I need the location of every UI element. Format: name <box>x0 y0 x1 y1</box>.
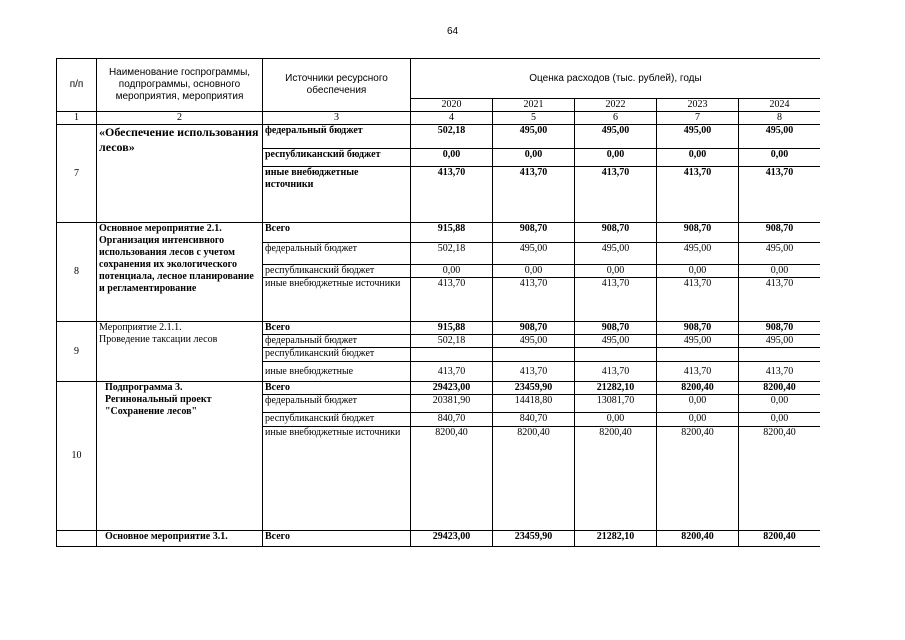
value-cell: 0,00 <box>411 265 493 278</box>
budget-table-container <box>56 58 820 566</box>
column-index: 6 <box>575 112 657 125</box>
column-index: 3 <box>263 112 411 125</box>
value-cell: 413,70 <box>739 362 821 382</box>
value-cell: 915,88 <box>411 223 493 243</box>
value-cell <box>411 348 493 362</box>
value-cell: 8200,40 <box>657 531 739 547</box>
value-cell: 8200,40 <box>493 427 575 531</box>
value-cell: 840,70 <box>411 413 493 427</box>
header-name: Наименование госпрограммы, подпрограммы, основного мероприятия, мероприятия <box>97 59 263 112</box>
header-year: 2020 <box>411 99 493 112</box>
value-cell <box>493 348 575 362</box>
value-cell: 413,70 <box>493 167 575 223</box>
value-cell: 908,70 <box>493 322 575 335</box>
source-cell: иные внебюджетные источники <box>263 278 411 322</box>
value-cell: 8200,40 <box>411 427 493 531</box>
source-cell: Всего <box>263 382 411 395</box>
value-cell: 8200,40 <box>657 382 739 395</box>
source-cell: иные внебюджетные <box>263 362 411 382</box>
source-cell: республиканский бюджет <box>263 149 411 167</box>
value-cell: 21282,10 <box>575 531 657 547</box>
row-number: 8 <box>57 223 97 322</box>
value-cell: 908,70 <box>739 322 821 335</box>
table-row <box>57 322 821 335</box>
value-cell: 8200,40 <box>739 531 821 547</box>
value-cell: 908,70 <box>657 322 739 335</box>
value-cell: 495,00 <box>493 243 575 265</box>
value-cell: 0,00 <box>657 413 739 427</box>
value-cell: 23459,90 <box>493 531 575 547</box>
value-cell: 8200,40 <box>739 382 821 395</box>
value-cell: 908,70 <box>739 223 821 243</box>
value-cell: 0,00 <box>575 413 657 427</box>
value-cell: 413,70 <box>657 167 739 223</box>
value-cell: 495,00 <box>493 335 575 348</box>
value-cell: 908,70 <box>575 223 657 243</box>
column-index: 5 <box>493 112 575 125</box>
value-cell: 502,18 <box>411 335 493 348</box>
value-cell: 0,00 <box>657 265 739 278</box>
value-cell: 8200,40 <box>575 427 657 531</box>
value-cell: 413,70 <box>657 362 739 382</box>
value-cell: 908,70 <box>575 322 657 335</box>
header-year: 2021 <box>493 99 575 112</box>
value-cell: 413,70 <box>575 167 657 223</box>
source-cell: федеральный бюджет <box>263 125 411 149</box>
value-cell: 495,00 <box>575 243 657 265</box>
value-cell: 413,70 <box>411 278 493 322</box>
value-cell: 495,00 <box>575 125 657 149</box>
header-source: Источники ресурсного обеспечения <box>263 59 411 112</box>
value-cell: 0,00 <box>739 395 821 413</box>
value-cell <box>575 348 657 362</box>
value-cell: 915,88 <box>411 322 493 335</box>
source-cell: Всего <box>263 322 411 335</box>
source-cell: республиканский бюджет <box>263 265 411 278</box>
source-cell: федеральный бюджет <box>263 243 411 265</box>
table-row <box>57 125 821 149</box>
value-cell: 0,00 <box>657 149 739 167</box>
header-num: п/п <box>57 59 97 112</box>
value-cell: 908,70 <box>657 223 739 243</box>
source-cell: Всего <box>263 531 411 547</box>
value-cell: 0,00 <box>739 265 821 278</box>
value-cell: 495,00 <box>657 243 739 265</box>
program-name: «Обеспечение использования лесов» <box>97 125 263 223</box>
value-cell: 413,70 <box>493 362 575 382</box>
value-cell: 840,70 <box>493 413 575 427</box>
value-cell: 23459,90 <box>493 382 575 395</box>
column-index: 7 <box>657 112 739 125</box>
value-cell: 413,70 <box>411 167 493 223</box>
value-cell: 0,00 <box>493 265 575 278</box>
value-cell: 0,00 <box>575 149 657 167</box>
value-cell <box>739 348 821 362</box>
table-row <box>57 531 821 547</box>
page-number: 64 <box>446 26 459 37</box>
value-cell: 14418,80 <box>493 395 575 413</box>
value-cell: 495,00 <box>575 335 657 348</box>
header-year: 2023 <box>657 99 739 112</box>
program-name-line: Мероприятие 2.1.1. <box>99 322 182 333</box>
header-estimate: Оценка расходов (тыс. рублей), годы <box>411 59 821 99</box>
table-row <box>57 223 821 243</box>
value-cell: 0,00 <box>739 413 821 427</box>
source-cell: иные внебюджетные источники <box>263 427 411 531</box>
value-cell: 13081,70 <box>575 395 657 413</box>
value-cell: 413,70 <box>411 362 493 382</box>
value-cell: 8200,40 <box>739 427 821 531</box>
value-cell: 413,70 <box>493 278 575 322</box>
budget-table <box>56 58 820 547</box>
source-cell: Всего <box>263 223 411 243</box>
program-name-line: Подпрограмма 3. <box>105 382 183 393</box>
value-cell: 0,00 <box>739 149 821 167</box>
column-index: 8 <box>739 112 821 125</box>
value-cell: 0,00 <box>411 149 493 167</box>
value-cell: 413,70 <box>575 362 657 382</box>
value-cell: 413,70 <box>657 278 739 322</box>
value-cell <box>657 348 739 362</box>
row-number <box>57 531 97 547</box>
value-cell: 502,18 <box>411 243 493 265</box>
value-cell: 21282,10 <box>575 382 657 395</box>
table-row <box>57 382 821 395</box>
value-cell: 29423,00 <box>411 382 493 395</box>
value-cell: 502,18 <box>411 125 493 149</box>
value-cell: 0,00 <box>575 265 657 278</box>
program-name-line: Проведение таксации лесов <box>99 334 218 345</box>
value-cell: 495,00 <box>657 335 739 348</box>
program-name: Основное мероприятие 2.1. Организация интенсивного использования лесов с учетом сохранения их экологического потенциала, лесное планирование и регламентирование <box>97 223 263 322</box>
header-year: 2022 <box>575 99 657 112</box>
value-cell: 0,00 <box>657 395 739 413</box>
value-cell: 495,00 <box>739 125 821 149</box>
value-cell: 0,00 <box>493 149 575 167</box>
row-number: 7 <box>57 125 97 223</box>
column-index: 2 <box>97 112 263 125</box>
header-year: 2024 <box>739 99 821 112</box>
source-cell: республиканский бюджет <box>263 348 411 362</box>
value-cell: 8200,40 <box>657 427 739 531</box>
column-index: 1 <box>57 112 97 125</box>
value-cell: 29423,00 <box>411 531 493 547</box>
row-number: 9 <box>57 322 97 382</box>
program-name <box>97 322 263 382</box>
value-cell: 495,00 <box>739 335 821 348</box>
value-cell: 495,00 <box>739 243 821 265</box>
value-cell: 20381,90 <box>411 395 493 413</box>
source-cell: республиканский бюджет <box>263 413 411 427</box>
program-name-line: Регинональный проект <box>105 394 212 405</box>
program-name-line: "Сохранение лесов" <box>105 406 198 417</box>
value-cell: 495,00 <box>493 125 575 149</box>
source-cell: иные внебюджетные источники <box>263 167 411 223</box>
row-number: 10 <box>57 382 97 531</box>
program-name <box>97 382 263 531</box>
value-cell: 413,70 <box>575 278 657 322</box>
value-cell: 495,00 <box>657 125 739 149</box>
value-cell: 413,70 <box>739 278 821 322</box>
value-cell: 908,70 <box>493 223 575 243</box>
column-index: 4 <box>411 112 493 125</box>
source-cell: федеральный бюджет <box>263 395 411 413</box>
value-cell: 413,70 <box>739 167 821 223</box>
program-name: Основное мероприятие 3.1. <box>97 531 263 547</box>
source-cell: федеральный бюджет <box>263 335 411 348</box>
